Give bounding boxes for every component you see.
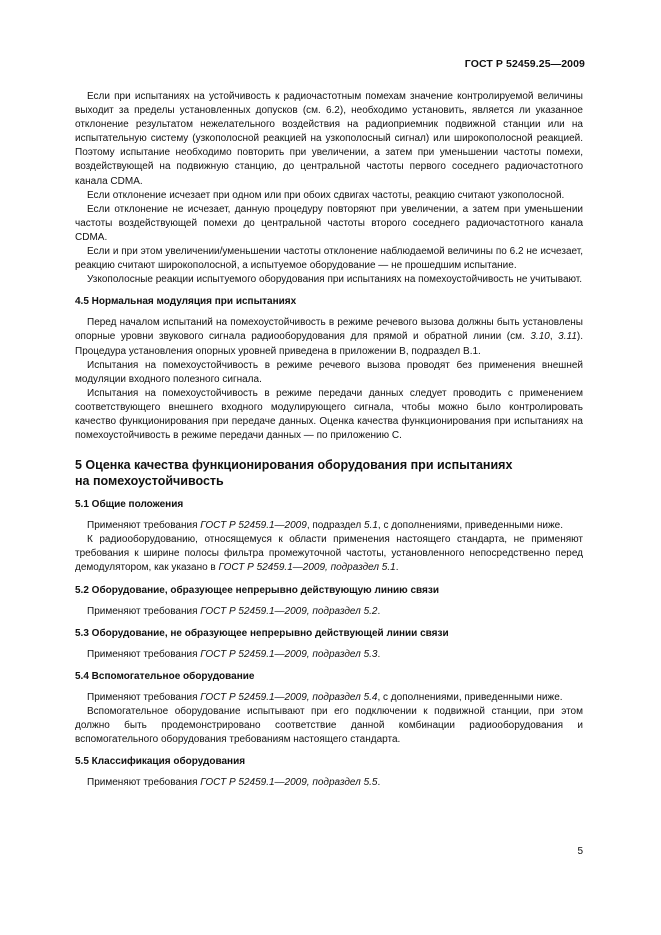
reference-gost-5-4: ГОСТ Р 52459.1—2009, подраздел 5.4 xyxy=(200,691,378,703)
paragraph-5-3-requirements xyxy=(75,648,583,662)
section-heading-5-3: 5.3 Оборудование, не образующее непрерывно действующей линии связи xyxy=(75,627,449,639)
paragraph-reference-levels xyxy=(75,316,583,358)
section-heading-5-1: 5.1 Общие положения xyxy=(75,499,184,511)
paragraph-5-4-text-b: , с дополнениями, приведенными ниже. xyxy=(377,691,563,703)
paragraph-5-3-text-a: Применяют требования xyxy=(87,648,201,660)
paragraph-data-transfer-tests: Испытания на помехоустойчивость в режиме передачи данных следует проводить с применением соответствующего внешнего входного модулирующего сигнала, чтобы можно было контролировать качество функционирования при передаче данных. Оценка качества функционирования при испытаниях на помехоустойчивость в режиме передачи данных — по приложению С. xyxy=(75,387,583,442)
reference-subsection-5-1: 5.1 xyxy=(364,520,378,532)
paragraph-narrowband-ignored: Узкополосные реакции испытуемого оборудования при испытаниях на помехоустойчивость не учитывают. xyxy=(87,274,583,286)
paragraph-repeat-procedure: Если отклонение не исчезает, данную процедуру повторяют при увеличении, а затем при уменьшении частоты воздействующей помехи до центральной частоты второго соседнего радиочастотного канала CDMA. xyxy=(75,203,583,243)
reference-3-10: 3.10 xyxy=(530,331,550,343)
paragraph-auxiliary-equipment: Вспомогательное оборудование испытывают при его подключении к подвижной станции, при этом должно быть продемонстрировано соответствие данной комбинации радиооборудования и вспомогательного оборудования требованиям настоящего стандарта. xyxy=(75,705,583,745)
section-heading-5-2: 5.2 Оборудование, образующее непрерывно действующую линию связи xyxy=(75,584,440,596)
paragraph-5-5-text-b: . xyxy=(377,777,381,789)
reference-gost-5-3: ГОСТ Р 52459.1—2009, подраздел 5.3 xyxy=(200,648,378,660)
section-heading-5-5: 5.5 Классификация оборудования xyxy=(75,756,246,768)
paragraph-5-2-requirements xyxy=(75,605,583,619)
section-heading-5-line1: 5 Оценка качества функционирования оборудования при испытаниях xyxy=(75,458,513,473)
paragraph-narrowband-reaction: Если отклонение исчезает при одном или при обоих сдвигах частоты, реакцию считают узкополосной. xyxy=(87,189,565,201)
reference-gost-5-2: ГОСТ Р 52459.1—2009, подраздел 5.2 xyxy=(200,605,378,617)
paragraph-interference-check: Если при испытаниях на устойчивость к радиочастотным помехам значение контролируемой величины выходит за пределы установленных допусков (см. 6.2), необходимо установить, является ли указанное отклонение результатом нежелательного воздействия на радиоприемник подвижной станции или на испытательную систему (узкополосной реакцией на узкополосный сигнал) или широкополосной реакцией. Поэтому испытание необходимо повторить при увеличении, а затем при уменьшении частоты помехи, воздействующей на подвижную станцию, до центральной частоты первого соседнего радиочастотного канала CDMA. xyxy=(75,91,583,187)
paragraph-if-filter-text-b: . xyxy=(395,562,399,574)
section-heading-4-5: 4.5 Нормальная модуляция при испытаниях xyxy=(75,296,297,308)
reference-3-11: 3.11 xyxy=(558,331,577,343)
paragraph-5-1-text-c: , с дополнениями, приведенными ниже. xyxy=(377,520,563,532)
reference-gost-5-1-full: ГОСТ Р 52459.1—2009, подраздел 5.1 xyxy=(218,562,396,574)
paragraph-reference-levels-text-b: ). Процедура установления опорных уровней приведена в приложении В, подраздел В.1. xyxy=(75,331,584,357)
page-number: 5 xyxy=(577,846,583,857)
reference-gost-5-5: ГОСТ Р 52459.1—2009, подраздел 5.5 xyxy=(200,777,378,789)
paragraph-5-1-text-b: , подраздел xyxy=(306,520,365,532)
paragraph-reference-levels-text-a: Перед началом испытаний на помехоустойчивость в режиме речевого вызова должны быть установлены опорные уровни звукового сигнала радиооборудования для прямой и обратной линии (см. xyxy=(75,317,583,343)
reference-separator: , xyxy=(549,331,559,343)
paragraph-voice-call-tests: Испытания на помехоустойчивость в режиме речевого вызова проводят без применения внешней модуляции входного полезного сигнала. xyxy=(75,359,583,385)
paragraph-5-4-requirements xyxy=(75,691,583,705)
paragraph-5-2-text-a: Применяют требования xyxy=(87,605,201,617)
paragraph-5-1-text-a: Применяют требования xyxy=(87,520,201,532)
page-body xyxy=(75,90,583,790)
paragraph-if-filter-text-a: К радиооборудованию, относящемуся к области применения настоящего стандарта, не применяют требования к ширине полосы фильтра промежуточной частоты, установленного непосредственно перед демодулятором, как указано в xyxy=(75,534,583,574)
document-header-code: ГОСТ Р 52459.25—2009 xyxy=(464,58,585,70)
reference-gost-5-1: ГОСТ Р 52459.1—2009 xyxy=(200,520,307,532)
paragraph-broadband-reaction: Если и при этом увеличении/уменьшении частоты отклонение наблюдаемой величины по 6.2 не исчезает, реакцию считают широкополосной, а испытуемое оборудование — не прошедшим испытание. xyxy=(75,246,583,272)
paragraph-5-3-text-b: . xyxy=(377,648,381,660)
paragraph-5-2-text-b: . xyxy=(377,605,381,617)
paragraph-5-1-requirements xyxy=(75,519,583,533)
paragraph-if-filter xyxy=(75,533,583,575)
paragraph-5-4-text-a: Применяют требования xyxy=(87,691,201,703)
section-heading-5-4: 5.4 Вспомогательное оборудование xyxy=(75,670,255,682)
paragraph-5-5-requirements xyxy=(75,776,583,790)
paragraph-5-5-text-a: Применяют требования xyxy=(87,777,201,789)
section-heading-5-line2: на помехоустойчивость xyxy=(75,474,224,489)
